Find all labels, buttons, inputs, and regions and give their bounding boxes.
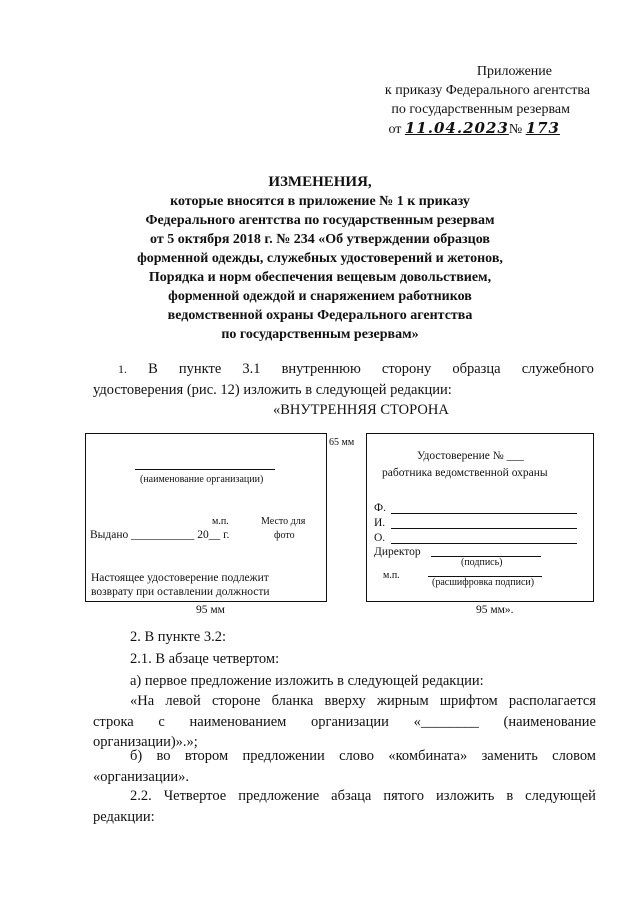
appendix-line3: по государственным резервам <box>391 102 570 117</box>
quote-line1 <box>130 690 596 712</box>
appendix-date-row <box>360 119 590 139</box>
director-label: Директор <box>374 546 421 558</box>
word: строка <box>93 714 134 730</box>
word: «На <box>130 693 155 709</box>
left-mp: м.п. <box>212 516 229 527</box>
title-line: Федерального агентства по государственным резервам <box>145 213 495 228</box>
title-line: Порядка и норм обеспечения вещевым довольствием, <box>148 270 492 285</box>
title-line: которые вносятся в приложение № 1 к приказу <box>170 194 470 209</box>
title-line: по государственным резервам» <box>221 327 419 342</box>
word: втором <box>184 748 229 764</box>
para1-line1 <box>118 358 594 380</box>
word: организации <box>311 714 389 730</box>
item-a: а) первое предложение изложить в следующей редакции: <box>130 673 484 689</box>
patronymic-line <box>391 543 577 544</box>
word: В <box>148 361 158 377</box>
title-line: форменной одеждой и снаряжением работников <box>168 289 472 304</box>
quote-line2 <box>93 711 596 733</box>
surname-label: Ф. <box>374 502 386 514</box>
word: изложить <box>435 788 495 804</box>
photo-place-line2: фото <box>274 530 295 541</box>
appendix-line1: Приложение <box>476 64 552 79</box>
name-label: И. <box>374 517 386 529</box>
name-line <box>391 528 577 529</box>
word: заменить <box>481 748 538 764</box>
left-width-label: 95 мм <box>196 604 225 616</box>
patronymic-label: О. <box>374 532 386 544</box>
word: следующей <box>525 788 596 804</box>
inner-side-caption: «ВНУТРЕННЯЯ СТОРОНА <box>273 402 449 418</box>
signature-label: (подпись) <box>461 557 503 568</box>
decoding-label: (расшифровка подписи) <box>432 577 535 588</box>
word: предложение <box>238 788 320 804</box>
word: «________ <box>413 714 479 730</box>
word: стороне <box>211 693 261 709</box>
height-label: 65 мм <box>329 437 355 448</box>
word: б) <box>130 748 143 764</box>
word: абзаца <box>331 788 372 804</box>
number-prefix: № <box>508 122 523 137</box>
handwritten-number: 173 <box>525 119 560 137</box>
word: «комбината» <box>388 748 468 764</box>
title-line: ведомственной охраны Федерального агентства <box>167 308 473 323</box>
word: наименованием <box>189 714 287 730</box>
right-mp: м.п. <box>383 570 400 581</box>
right-width-label: 95 мм». <box>476 604 514 616</box>
item-2-2-line2: редакции: <box>93 809 155 825</box>
word: сторону <box>381 361 432 377</box>
word: слово <box>339 748 375 764</box>
date-prefix: от <box>388 122 402 137</box>
title-heading: ИЗМЕНЕНИЯ, <box>268 174 372 190</box>
word: образца <box>452 361 501 377</box>
document-title <box>100 173 540 344</box>
word: левой <box>165 693 201 709</box>
word: (наименование <box>503 714 596 730</box>
word: предложении <box>242 748 325 764</box>
org-name-label: (наименование организации) <box>140 474 264 485</box>
appendix-line2: к приказу Федерального агентства <box>384 83 590 98</box>
photo-place-line1: Место для <box>261 516 306 527</box>
word: словом <box>552 748 596 764</box>
quote-line3: организации)».»; <box>93 734 198 750</box>
title-line: форменной одежды, служебных удостоверений и жетонов, <box>137 251 503 266</box>
word: шрифтом <box>439 693 498 709</box>
appendix-block <box>360 62 590 139</box>
id-number-title: Удостоверение № ___ <box>417 450 524 462</box>
word: внутреннюю <box>281 361 361 377</box>
para1-line2: удостоверения (рис. 12) изложить в следующей редакции: <box>93 382 452 398</box>
word: 3.1 <box>242 361 261 377</box>
return-line1: Настоящее удостоверение подлежит <box>91 572 269 584</box>
handwritten-date: 11.04.2023 <box>404 119 509 137</box>
issued-row: Выдано ___________ 20__ г. <box>90 529 230 541</box>
item-2-1: 2.1. В абзаце четвертом: <box>130 651 280 667</box>
surname-line <box>391 513 577 514</box>
word: 2.2. <box>130 788 152 804</box>
item-b-line1 <box>130 745 596 767</box>
word: вверху <box>324 693 366 709</box>
id-holder-title: работника ведомственной охраны <box>382 467 548 479</box>
word: пятого <box>383 788 424 804</box>
word: в <box>506 788 514 804</box>
org-name-line <box>135 469 275 470</box>
word: во <box>156 748 171 764</box>
item-2: 2. В пункте 3.2: <box>130 629 226 645</box>
word: бланка <box>271 693 314 709</box>
para1-num: 1. <box>118 362 127 376</box>
item-b-line2: «организации». <box>93 769 189 785</box>
item-2-2-line1 <box>130 785 596 807</box>
word: с <box>158 714 165 730</box>
word: располагается <box>508 693 596 709</box>
word: жирным <box>376 693 429 709</box>
word: служебного <box>521 361 594 377</box>
title-line: от 5 октября 2018 г. № 234 «Об утверждении образцов <box>150 232 490 247</box>
word: пункте <box>178 361 222 377</box>
word: Четвертое <box>163 788 227 804</box>
return-line2: возврату при оставлении должности <box>91 586 270 598</box>
